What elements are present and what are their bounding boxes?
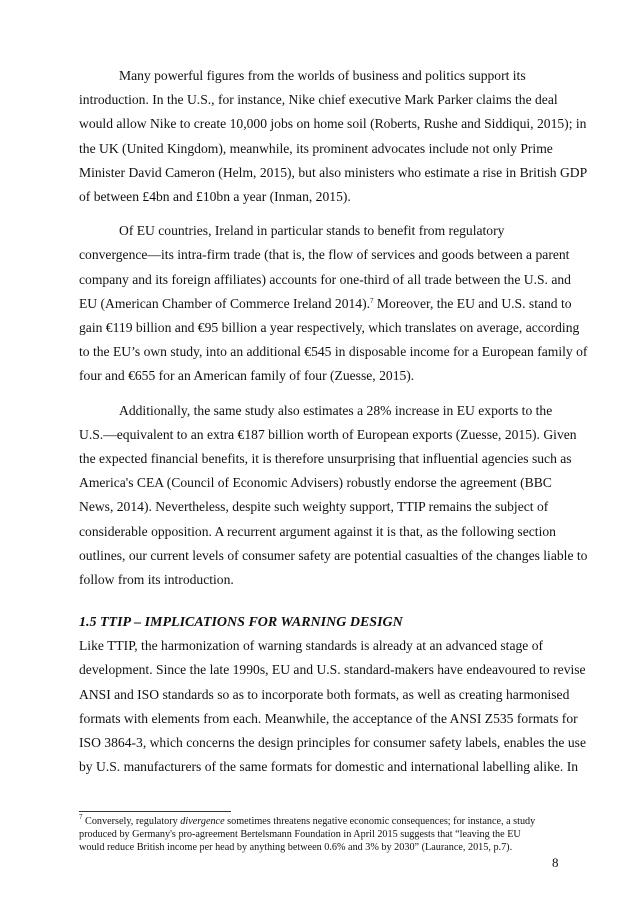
text-line: ANSI and ISO standards so as to incorporate both formats, as well as creating harmonised (79, 686, 570, 702)
text-line: Like TTIP, the harmonization of warning standards is already at an advanced stage of (79, 638, 544, 654)
text-line: of between £4bn and £10bn a year (Inman, 2015). (79, 189, 351, 205)
text-line: gain €119 billion and €95 billion a year respectively, which translates on average, according (79, 320, 580, 336)
text-line: outlines, our current levels of consumer safety are potential casualties of the changes liable to (79, 547, 588, 563)
footnote (79, 815, 559, 855)
footnote-line (79, 815, 559, 828)
text-segment: Moreover, the EU and U.S. stand to (373, 295, 572, 311)
text-line: company and its foreign affiliates) accounts for one-third of all trade between the U.S. and (79, 271, 571, 287)
text-line: four and €655 for an American family of four (Zuesse, 2015). (79, 368, 415, 384)
text-line: Minister David Cameron (Helm, 2015), but also ministers who estimate a rise in British GDP (79, 164, 588, 180)
text-line: to the EU’s own study, into an additional €545 in disposable income for a European family of (79, 344, 588, 360)
text-line: America's CEA (Council of Economic Advisers) robustly endorse the agreement (BBC (79, 475, 552, 491)
section-paragraph (79, 634, 586, 779)
text-line: ISO 3864-3, which concerns the design principles for consumer safety labels, enables the use (79, 735, 586, 751)
text-line: U.S.—equivalent to an extra €187 billion worth of European exports (Zuesse, 2015). Given (79, 426, 577, 442)
text-line: the expected financial benefits, it is therefore unsurprising that influential agencies such as (79, 451, 572, 467)
page-number: 8 (552, 855, 559, 870)
text-line: Many powerful figures from the worlds of business and politics support its (119, 68, 526, 83)
paragraph-2 (79, 219, 588, 388)
footnote-reference: 7 (370, 296, 374, 305)
text-segment: Conversely, regulatory (82, 816, 181, 827)
paragraph-1 (79, 64, 588, 209)
text-line: convergence—its intra-firm trade (that is, the flow of services and goods between a parent (79, 247, 570, 263)
footnote-separator (79, 811, 231, 812)
paragraph-3 (79, 399, 588, 593)
text-line: the UK (United Kingdom), meanwhile, its prominent advocates include not only Prime (79, 140, 553, 156)
text-line: would allow Nike to create 10,000 jobs on home soil (Roberts, Rushe and Siddiqui, 2015); in (79, 116, 587, 132)
text-line: by U.S. manufacturers of the same formats for domestic and international labelling alike. In (79, 759, 579, 775)
text-line: considerable opposition. A recurrent argument against it is that, as the following section (79, 523, 556, 539)
text-line: follow from its introduction. (79, 572, 234, 588)
text-line: introduction. In the U.S., for instance, Nike chief executive Mark Parker claims the deal (79, 92, 558, 108)
text-segment: sometimes threatens negative economic consequences; for instance, a study (224, 816, 536, 827)
text-line: formats with elements from each. Meanwhile, the acceptance of the ANSI Z535 formats for (79, 710, 578, 726)
text-segment: EU (American Chamber of Commerce Ireland 2014). (79, 295, 371, 311)
text-line: Of EU countries, Ireland in particular stands to benefit from regulatory (119, 223, 505, 239)
text-line: development. Since the late 1990s, EU and U.S. standard-makers have endeavoured to revise (79, 662, 586, 678)
text-line-with-footnote-ref (79, 292, 572, 316)
text-line: News, 2014). Nevertheless, despite such weighty support, TTIP remains the subject of (79, 499, 549, 515)
emphasis: divergence (180, 816, 225, 827)
section-heading: 1.5 TTIP – IMPLICATIONS FOR WARNING DESIGN (79, 615, 403, 631)
footnote-marker: 7 (79, 813, 83, 821)
footnote-line: produced by Germany's pro-agreement Bertelsmann Foundation in April 2015 suggests that “leaving the EU (79, 829, 521, 841)
footnote-line: would reduce British income per head by anything between 0.6% and 3% by 2030” (Laurance, 2015, p.7). (79, 842, 513, 854)
text-line: Additionally, the same study also estimates a 28% increase in EU exports to the (119, 402, 553, 418)
document-body (79, 64, 588, 789)
